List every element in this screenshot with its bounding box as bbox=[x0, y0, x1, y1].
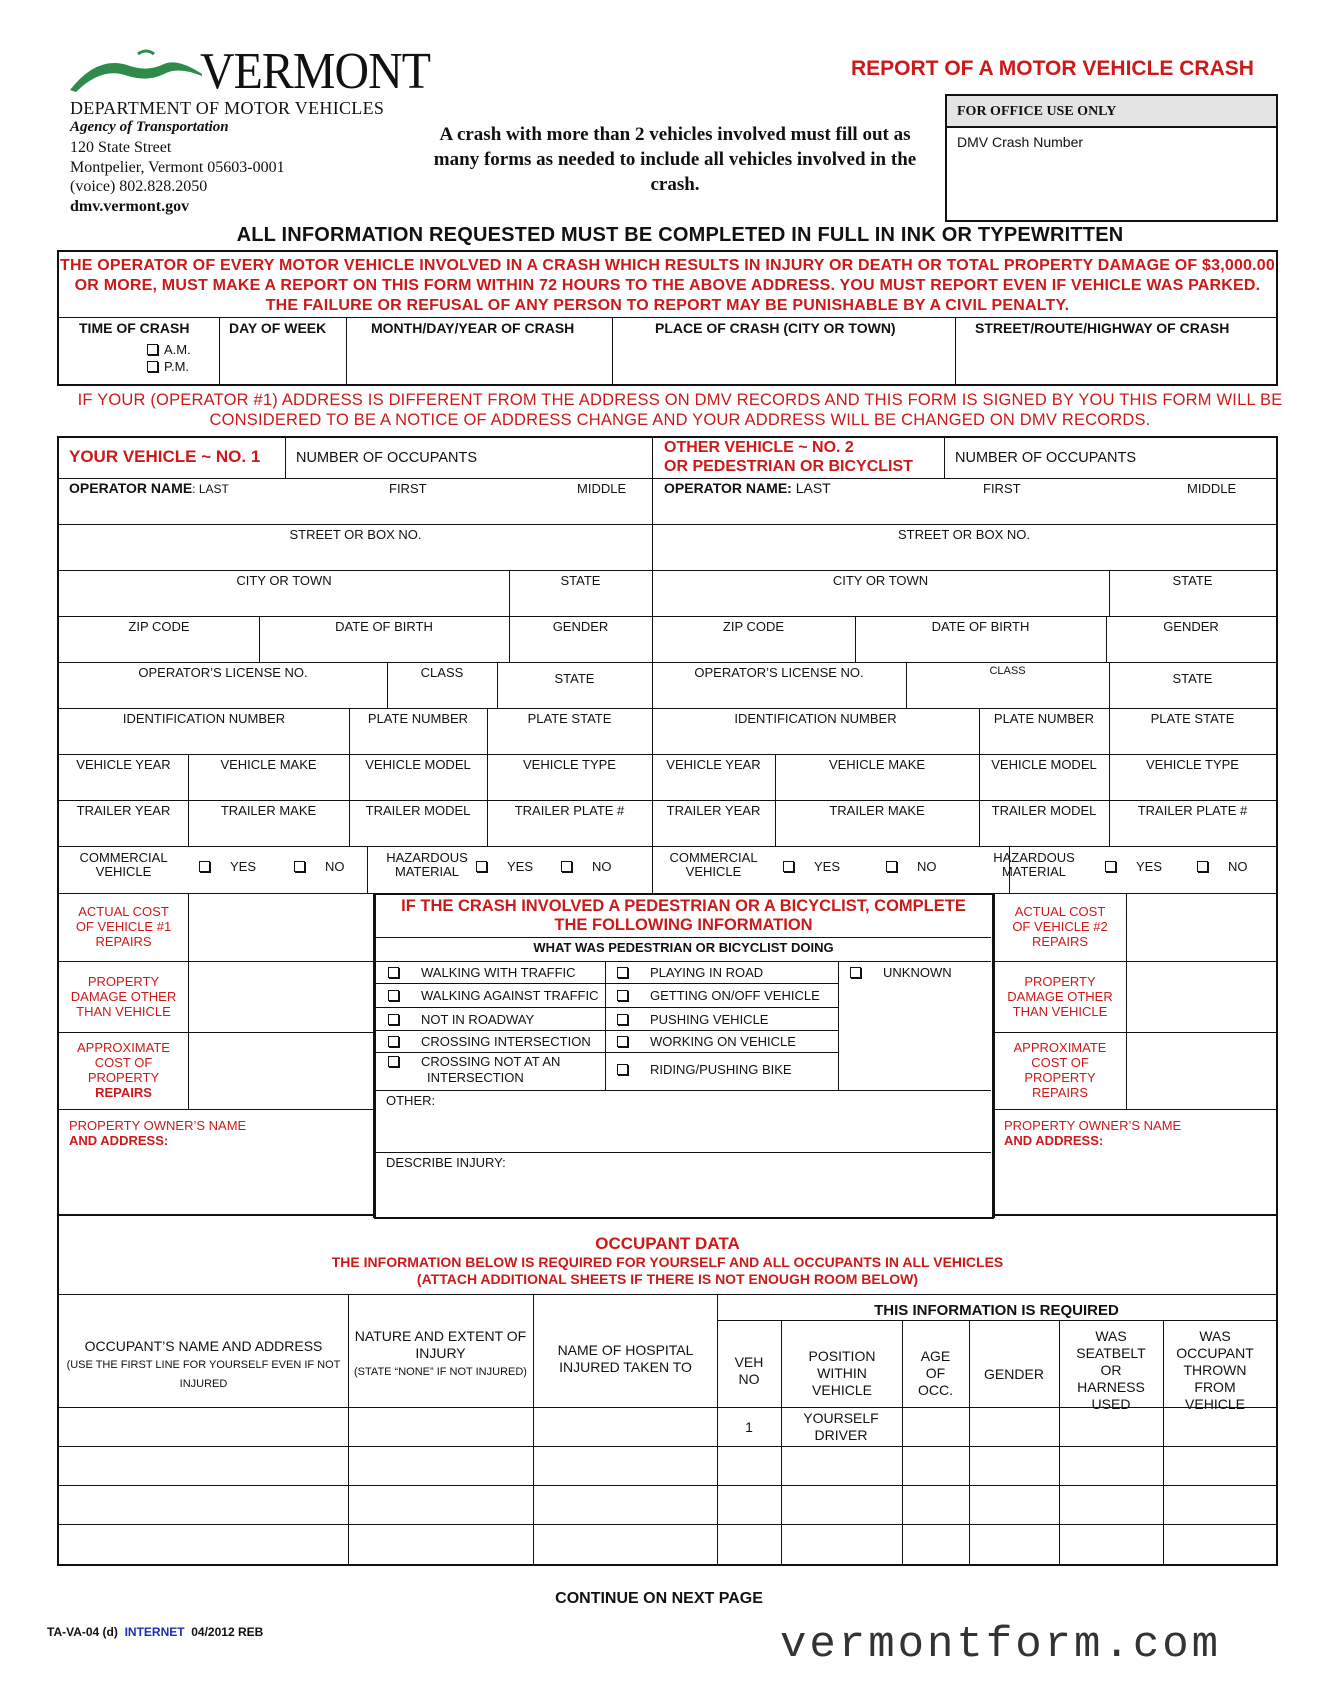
position-header: POSITION WITHIN VEHICLE bbox=[808, 1348, 876, 1398]
ped-injury-label: DESCRIBE INJURY: bbox=[386, 1155, 506, 1170]
age-header: AGE OF OCC. bbox=[918, 1348, 953, 1398]
hospital-header: NAME OF HOSPITAL INJURED TAKEN TO bbox=[557, 1342, 694, 1375]
vehicle1-trailer-model-label: TRAILER MODEL bbox=[365, 803, 471, 818]
reporting-warning: THE OPERATOR OF EVERY MOTOR VEHICLE INVOLVED IN A CRASH WHICH RESULTS IN INJURY OR DEATH OR TOTAL PROPERTY DAMAGE OF $3,000.00 OR MORE, MUST MAKE A REPORT ON THIS FORM WITHIN 72 HOURS TO THE ABOVE ADDRESS. YOU MUST REPORT EVEN IF VEHICLE WAS PARKED. THE FAILURE OR REFUSAL OF ANY PERSON TO REPORT MAY BE PUNISHABLE BY A CIVIL PENALTY. bbox=[60, 257, 1275, 314]
vehicle1-ident-label: IDENTIFICATION NUMBER bbox=[122, 711, 286, 726]
vehicle1-state-label: STATE bbox=[560, 573, 601, 588]
vehicle2-ident-label: IDENTIFICATION NUMBER bbox=[734, 711, 897, 726]
vehicle1-make-label: VEHICLE MAKE bbox=[220, 757, 317, 772]
vehicle2-title bbox=[664, 438, 913, 476]
vehicle2-hazardous-label: HAZARDOUS MATERIAL bbox=[993, 850, 1075, 879]
pedestrian-title: IF THE CRASH INVOLVED A PEDESTRIAN OR A BICYCLIST, COMPLETE THE FOLLOWING INFORMATION bbox=[401, 897, 966, 934]
ped-crossing-intersection[interactable]: CROSSING INTERSECTION bbox=[388, 1034, 591, 1049]
vehicle1-class-label: CLASS bbox=[420, 665, 464, 680]
ped-pushing-vehicle[interactable]: PUSHING VEHICLE bbox=[617, 1012, 768, 1027]
vehicle1-approx-cost-label: APPROXIMATE COST OF PROPERTY REPAIRS bbox=[77, 1040, 170, 1100]
day-of-week-label: DAY OF WEEK bbox=[229, 320, 327, 336]
vehicle2-trailer-make-label: TRAILER MAKE bbox=[829, 803, 925, 818]
vehicle1-commercial-label: COMMERCIAL VEHICLE bbox=[79, 850, 168, 879]
occupant-section bbox=[57, 1214, 1278, 1566]
vermont-logo-text: VERMONT bbox=[200, 43, 431, 100]
vehicle2-class-label: CLASS bbox=[989, 665, 1026, 677]
address-change-note: IF YOUR (OPERATOR #1) ADDRESS IS DIFFERENT FROM THE ADDRESS ON DMV RECORDS AND THIS FORM IS SIGNED BY YOU THIS FORM WILL BE CONSIDERED TO BE A NOTICE OF ADDRESS CHANGE AND YOUR ADDRESS WILL BE CHANGED ON DMV RECORDS. bbox=[77, 391, 1283, 429]
multi-vehicle-note: A crash with more than 2 vehicles involved must fill out as many forms as needed to include all vehicles involved in the crash. bbox=[433, 124, 917, 195]
ped-walking-against-traffic[interactable]: WALKING AGAINST TRAFFIC bbox=[388, 988, 598, 1003]
vehicle1-hazardous-no[interactable]: NO bbox=[561, 859, 612, 874]
vehicle2-trailer-model-label: TRAILER MODEL bbox=[991, 803, 1097, 818]
vehicle2-dob-label: DATE OF BIRTH bbox=[931, 619, 1030, 634]
pm-checkbox-box[interactable] bbox=[147, 361, 158, 372]
vehicle2-operator-title: OPERATOR NAME: bbox=[664, 480, 792, 496]
vehicle1-year-label: VEHICLE YEAR bbox=[76, 757, 171, 772]
row1-veh-no: 1 bbox=[745, 1419, 753, 1435]
vehicle1-dob-label: DATE OF BIRTH bbox=[335, 619, 433, 634]
dmv-crash-number-label: DMV Crash Number bbox=[957, 134, 1084, 150]
ped-getting-on-off[interactable]: GETTING ON/OFF VEHICLE bbox=[617, 988, 820, 1003]
vehicle1-actual-cost-label: ACTUAL COST OF VEHICLE #1 REPAIRS bbox=[75, 904, 172, 949]
vehicle2-operator-label bbox=[664, 480, 831, 496]
vehicle2-gender-label: GENDER bbox=[1163, 619, 1219, 634]
vehicle1-property-damage-label: PROPERTY DAMAGE OTHER THAN VEHICLE bbox=[70, 974, 177, 1019]
vehicle2-owner-label: PROPERTY OWNER’S NAME AND ADDRESS: bbox=[1004, 1118, 1182, 1148]
vehicle2-commercial-no[interactable]: NO bbox=[886, 859, 937, 874]
pedestrian-section bbox=[374, 893, 994, 1219]
veh-no-header: VEH NO bbox=[734, 1354, 764, 1387]
vehicle1-hazardous-yes[interactable]: YES bbox=[476, 859, 533, 874]
vehicle1-street-label: STREET OR BOX NO. bbox=[289, 527, 422, 542]
pedestrian-question: WHAT WAS PEDESTRIAN OR BICYCLIST DOING bbox=[533, 940, 834, 955]
vehicle1-license-state-label: STATE bbox=[554, 671, 595, 686]
vehicle2-make-label: VEHICLE MAKE bbox=[828, 757, 926, 772]
ped-playing-in-road[interactable]: PLAYING IN ROAD bbox=[617, 965, 763, 980]
vehicle1-license-label: OPERATOR’S LICENSE NO. bbox=[138, 665, 308, 680]
completion-instruction: ALL INFORMATION REQUESTED MUST BE COMPLETED IN FULL IN INK OR TYPEWRITTEN bbox=[236, 224, 1124, 246]
vehicle2-model-label: VEHICLE MODEL bbox=[991, 757, 1097, 772]
vehicle1-type-label: VEHICLE TYPE bbox=[523, 757, 616, 772]
address-city: Montpelier, Vermont 05603-0001 bbox=[70, 159, 285, 176]
required-info-label: THIS INFORMATION IS REQUIRED bbox=[874, 1302, 1119, 1319]
crash-info-box bbox=[57, 250, 1278, 386]
vehicle2-middle-label: MIDDLE bbox=[1187, 481, 1237, 496]
vehicle1-owner-label: PROPERTY OWNER’S NAME AND ADDRESS: bbox=[69, 1118, 247, 1148]
vehicle2-hazardous-no[interactable]: NO bbox=[1197, 859, 1248, 874]
vehicle1-plate-number-label: PLATE NUMBER bbox=[367, 711, 469, 726]
crash-place-label: PLACE OF CRASH (CITY OR TOWN) bbox=[655, 320, 896, 336]
watermark: vermontform.com bbox=[780, 1620, 1222, 1670]
vehicle2-license-label: OPERATOR’S LICENSE NO. bbox=[694, 665, 864, 680]
ped-walking-with-traffic[interactable]: WALKING WITH TRAFFIC bbox=[388, 965, 576, 980]
report-title: REPORT OF A MOTOR VEHICLE CRASH bbox=[851, 57, 1254, 80]
vehicle1-occupants-label: NUMBER OF OCCUPANTS bbox=[296, 450, 477, 466]
ped-riding-bike[interactable]: RIDING/PUSHING BIKE bbox=[617, 1062, 792, 1077]
ped-working-on-vehicle[interactable]: WORKING ON VEHICLE bbox=[617, 1034, 796, 1049]
pm-label: P.M. bbox=[164, 359, 190, 374]
am-checkbox-box[interactable] bbox=[147, 344, 158, 355]
occupant-subtitle-2: (ATTACH ADDITIONAL SHEETS IF THERE IS NOT ENOUGH ROOM BELOW) bbox=[416, 1271, 919, 1287]
form-code: TA-VA-04 (d) INTERNET 04/2012 REB bbox=[47, 1625, 264, 1639]
vehicle2-type-label: VEHICLE TYPE bbox=[1146, 757, 1239, 772]
vehicle1-hazardous-label: HAZARDOUS MATERIAL bbox=[386, 850, 468, 879]
ped-not-in-roadway[interactable]: NOT IN ROADWAY bbox=[388, 1012, 534, 1027]
vehicle1-trailer-plate-label: TRAILER PLATE # bbox=[514, 803, 625, 818]
am-checkbox[interactable] bbox=[147, 342, 191, 357]
address-phone: (voice) 802.828.2050 bbox=[70, 178, 208, 195]
vehicle2-trailer-year-label: TRAILER YEAR bbox=[666, 803, 761, 818]
vehicle1-operator-title: OPERATOR NAME bbox=[69, 480, 193, 496]
vehicle1-last-label: : LAST bbox=[192, 482, 229, 496]
pm-checkbox[interactable] bbox=[147, 359, 189, 374]
vehicle1-plate-state-label: PLATE STATE bbox=[527, 711, 612, 726]
row1-position: YOURSELF DRIVER bbox=[803, 1410, 879, 1443]
vehicle2-first-label: FIRST bbox=[983, 481, 1021, 496]
am-label: A.M. bbox=[164, 342, 191, 357]
vehicle2-year-label: VEHICLE YEAR bbox=[666, 757, 761, 772]
crash-street-label: STREET/ROUTE/HIGHWAY OF CRASH bbox=[975, 320, 1230, 336]
vehicle2-plate-state-label: PLATE STATE bbox=[1150, 711, 1235, 726]
vehicle2-state-label: STATE bbox=[1172, 573, 1213, 588]
seatbelt-header: WAS SEATBELT OR HARNESS USED bbox=[1076, 1328, 1146, 1412]
vehicle2-commercial-label: COMMERCIAL VEHICLE bbox=[669, 850, 758, 879]
office-use-title: FOR OFFICE USE ONLY bbox=[947, 96, 1276, 128]
address-street: 120 State Street bbox=[70, 139, 172, 156]
vehicle1-trailer-year-label: TRAILER YEAR bbox=[76, 803, 171, 818]
vehicle1-title: YOUR VEHICLE ~ NO. 1 bbox=[69, 447, 261, 466]
vehicle2-license-state-label: STATE bbox=[1172, 671, 1213, 686]
vehicle2-hazardous-yes[interactable]: YES bbox=[1105, 859, 1162, 874]
ped-crossing-not-intersection[interactable]: CROSSING NOT AT AN INTERSECTION bbox=[388, 1054, 560, 1086]
vehicle1-zip-label: ZIP CODE bbox=[128, 619, 190, 634]
gender-header: GENDER bbox=[984, 1366, 1044, 1382]
vehicle1-middle-label: MIDDLE bbox=[577, 481, 627, 496]
vehicle2-title-line2: OR PEDESTRIAN OR BICYCLIST bbox=[664, 458, 913, 475]
crash-date-label: MONTH/DAY/YEAR OF CRASH bbox=[371, 320, 575, 336]
vehicle2-street-label: STREET OR BOX NO. bbox=[898, 527, 1030, 542]
vehicle1-operator-label bbox=[69, 480, 229, 496]
vermont-logo-mountain-icon bbox=[68, 44, 208, 94]
occupant-title: OCCUPANT DATA bbox=[595, 1234, 740, 1253]
vehicle1-trailer-make-label: TRAILER MAKE bbox=[220, 803, 317, 818]
vehicle2-occupants-label: NUMBER OF OCCUPANTS bbox=[955, 450, 1136, 466]
vehicle2-last-label: LAST bbox=[791, 480, 831, 496]
vehicle2-property-damage-label: PROPERTY DAMAGE OTHER THAN VEHICLE bbox=[1007, 974, 1113, 1019]
vehicle2-title-line1: OTHER VEHICLE ~ NO. 2 bbox=[664, 439, 854, 456]
office-use-box bbox=[945, 94, 1278, 222]
ped-unknown[interactable]: UNKNOWN bbox=[850, 965, 952, 980]
time-of-crash-label: TIME OF CRASH bbox=[79, 320, 190, 336]
vehicle1-commercial-yes[interactable]: YES bbox=[199, 859, 256, 874]
thrown-header: WAS OCCUPANT THROWN FROM VEHICLE bbox=[1176, 1328, 1254, 1412]
vehicle1-city-label: CITY OR TOWN bbox=[236, 573, 332, 588]
address-website[interactable]: dmv.vermont.gov bbox=[70, 198, 190, 215]
continue-label: CONTINUE ON NEXT PAGE bbox=[555, 1590, 763, 1607]
occupant-subtitle-1: THE INFORMATION BELOW IS REQUIRED FOR YOURSELF AND ALL OCCUPANTS IN ALL VEHICLES bbox=[331, 1254, 1004, 1270]
vehicle2-city-label: CITY OR TOWN bbox=[832, 573, 929, 588]
occupant-name-header: OCCUPANT’S NAME AND ADDRESS (USE THE FIRST LINE FOR YOURSELF EVEN IF NOT INJURED bbox=[66, 1338, 341, 1390]
vehicle1-commercial-no[interactable]: NO bbox=[294, 859, 345, 874]
department-name: DEPARTMENT OF MOTOR VEHICLES bbox=[70, 98, 385, 118]
injury-header: NATURE AND EXTENT OF INJURY (STATE “NONE” IF NOT INJURED) bbox=[354, 1328, 527, 1378]
vehicle2-actual-cost-label: ACTUAL COST OF VEHICLE #2 REPAIRS bbox=[1012, 904, 1108, 949]
vehicle1-gender-label: GENDER bbox=[552, 619, 609, 634]
agency-name: Agency of Transportation bbox=[70, 119, 229, 135]
vehicle1-first-label: FIRST bbox=[389, 481, 427, 496]
vehicle2-plate-number-label: PLATE NUMBER bbox=[993, 711, 1095, 726]
vehicle2-zip-label: ZIP CODE bbox=[722, 619, 785, 634]
vehicle2-commercial-yes[interactable]: YES bbox=[783, 859, 840, 874]
ped-other-label: OTHER: bbox=[386, 1093, 436, 1108]
vehicle2-trailer-plate-label: TRAILER PLATE # bbox=[1137, 803, 1248, 818]
vehicle2-approx-cost-label: APPROXIMATE COST OF PROPERTY REPAIRS bbox=[1013, 1040, 1107, 1100]
vehicle1-model-label: VEHICLE MODEL bbox=[365, 757, 471, 772]
